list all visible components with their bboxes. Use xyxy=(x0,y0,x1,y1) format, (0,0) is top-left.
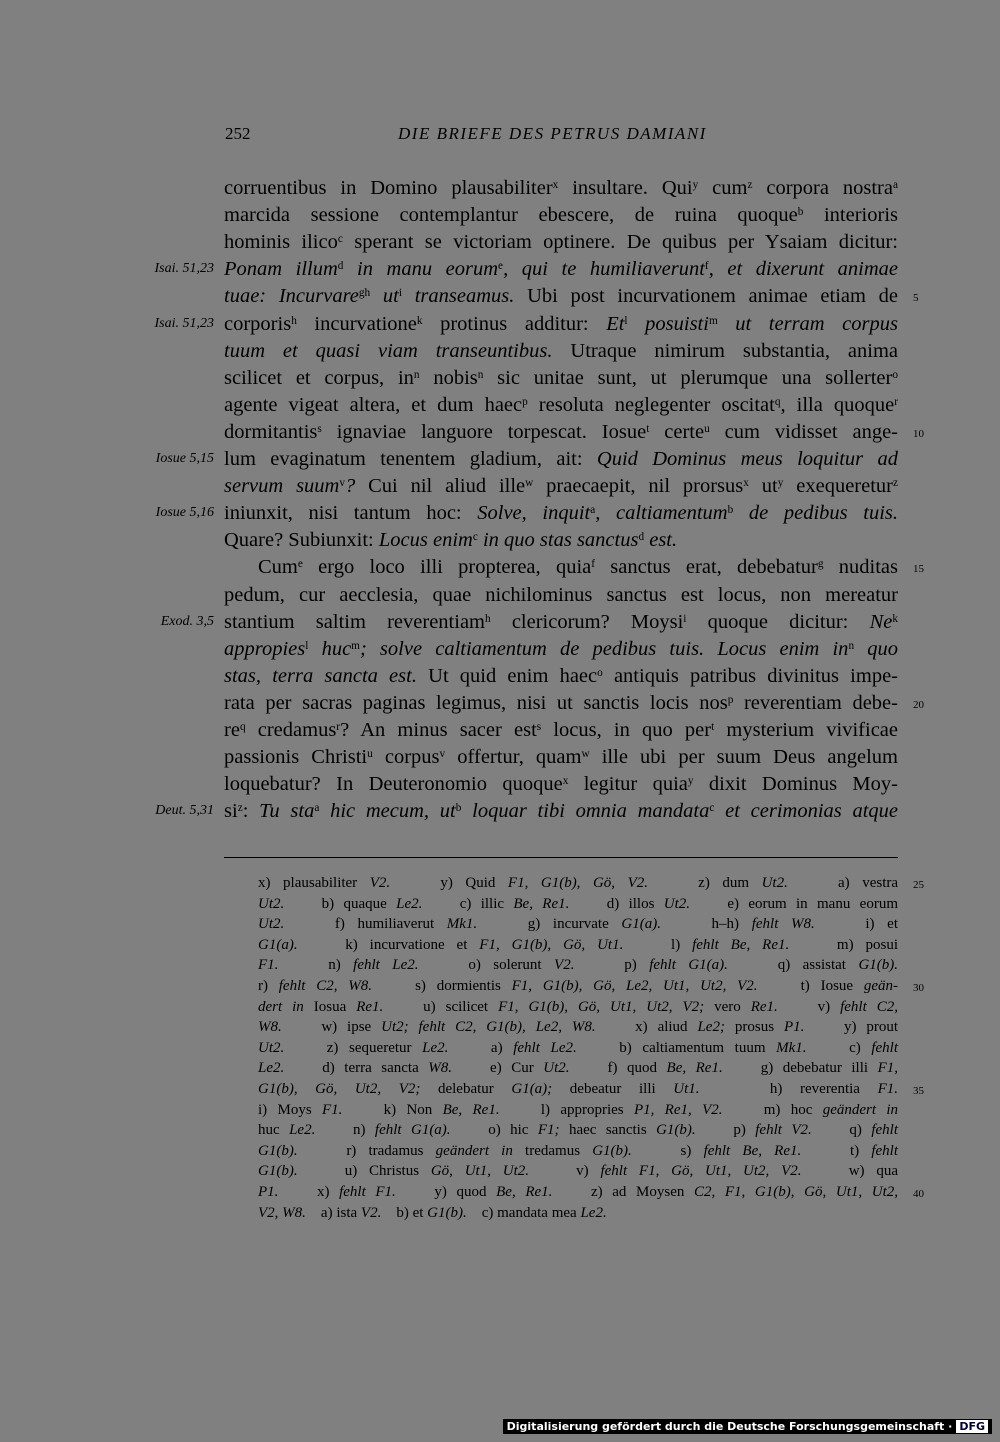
text-line: lum evaginatum tenentem gladium, ait: Quid Dominus meus loquitur ad xyxy=(224,448,899,470)
footnote-line: Ut2. f) humiliaverut Mk1. g) incurvate G1(a). h–h) fehlt W8. i) et xyxy=(258,916,898,933)
footnote-line: W8. w) ipse Ut2; fehlt C2, G1(b), Le2, W8. x) aliud Le2; prosus P1. y) prout xyxy=(258,1019,898,1036)
page-number: 252 xyxy=(225,124,251,143)
footnote-line: G1(b). u) Christus Gö, Ut1, Ut2. v) fehlt F1, Gö, Ut1, Ut2, V2. w) qua xyxy=(258,1163,898,1180)
text-line: rata per sacras paginas legimus, nisi ut sanctis locis nos$^p$ reverentiam debe- xyxy=(224,691,898,714)
text-line: marcida sessione contemplantur ebescere, de ruina quoque$^b$ interioris xyxy=(224,204,898,227)
margin-reference: Isai. 51,23 xyxy=(154,261,214,277)
text-line: hominis ilico$^c$ sperant se victoriam optinere. De quibus per Ysaiam dicitur: xyxy=(224,231,898,254)
margin-reference: Deut. 5,31 xyxy=(155,803,214,819)
text-line: scilicet et corpus, $in^n$ nobis$^n$ sic unitae sunt, ut plerumque una sollerter$^o$ xyxy=(224,366,898,389)
text-line: Quare? Subiunxit: Locus enim$^c$ in quo stas sanctus$^d$ est. xyxy=(224,529,678,552)
text-line: pedum, cur aecclesia, quae nichilominus sanctus est locus, non mereatur xyxy=(224,583,898,606)
footnote-line: x) plausabiliter V2. y) Quid F1, G1(b), Gö, V2. z) dum Ut2. a) vestra xyxy=(258,875,899,891)
margin-reference: Exod. 3,5 xyxy=(160,613,214,629)
footnote-line-number: 30 xyxy=(913,982,924,994)
footer-credit xyxy=(503,1419,992,1434)
footnote-line: i) Moys F1. k) Non Be, Re1. l) appropries P1, Re1, V2. m) hoc geändert in xyxy=(258,1101,899,1118)
footnote-line: G1(b), Gö, Ut2, V2; delebatur G1(a); debeatur illi Ut1. h) reverentia F1. xyxy=(258,1081,898,1097)
text-line: $re^q$ credamus$^r$? An minus sacer est$^s$ locus, in quo per$^t$ mysterium vivificae xyxy=(224,719,898,741)
running-title: DIE BRIEFE DES PETRUS DAMIANI xyxy=(398,124,707,143)
line-number: 10 xyxy=(913,427,924,440)
footnote-line: P1. x) fehlt F1. y) quod Be, Re1. z) ad Moysen C2, F1, G1(b), Gö, Ut1, Ut2, xyxy=(258,1184,898,1200)
text-line: Cum$^e$ ergo loco illi propterea, quia$^f$ sanctus erat, debebatur$^g$ nuditas xyxy=(258,556,899,579)
footnote-line: G1(a). k) incurvatione et F1, G1(b), Gö, Ut1. l) fehlt Be, Re1. m) posui xyxy=(258,936,898,953)
footnote-line: r) fehlt C2, W8. s) dormientis F1, G1(b), Gö, Le2, Ut1, Ut2, V2. t) Iosue geän- xyxy=(258,978,898,994)
footnote-line: G1(b). r) tradamus geändert in tredamus G1(b). s) fehlt Be, Re1. t) fehlt xyxy=(258,1142,898,1159)
text-line: Ponam illum$^d$ in manu eorum$^e$, qui te humiliaverunt$^f$, et dixerunt animae xyxy=(224,258,898,281)
footnote-line: Le2. d) terra sancta W8. e) Cur Ut2. f) quod Be, Re1. g) debebatur illi F1, xyxy=(258,1060,898,1077)
text-line: stantium saltim reverentiam$^h$ clericorum? Moysi$^i$ quoque dicitur: Ne$^k$ xyxy=(224,610,898,633)
text-line: tuae: Incurvare$^{gh}$ $ut^i$ transeamus. Ubi post incurvationem animae etiam de xyxy=(224,285,899,308)
text-line: iniunxit, nisi tantum hoc: Solve, inquit$^a$, caltiamentum$^b$ de pedibus tuis. xyxy=(224,502,898,525)
text-line: passionis Christi$^u$ corpus$^v$ offertur, quam$^w$ ille ubi per suum Deus angelum xyxy=(224,746,898,769)
margin-reference: Iosue 5,16 xyxy=(155,505,214,521)
footnote-line: F1. n) fehlt Le2. o) solerunt V2. p) fehlt G1(a). q) assistat G1(b). xyxy=(258,957,899,974)
text-line: agente vigeat altera, et dum haec$^p$ resoluta neglegenter oscitat$^q$, illa quoque$^r$ xyxy=(224,393,898,416)
footnote-separator xyxy=(224,857,898,858)
footnote-line: dert in Iosua Re1. u) scilicet F1, G1(b), Gö, Ut1, Ut2, V2; vero Re1. v) fehlt C2, xyxy=(258,998,898,1015)
line-number: 20 xyxy=(913,698,924,711)
line-number: 15 xyxy=(913,563,924,576)
text-line: dormitantis$^s$ ignaviae languore torpescat. Iosue$^t$ certe$^u$ cum vidisset ange- xyxy=(224,420,898,443)
text-line: corruentibus in Domino plausabiliter$^x$ insultare. Qui$^y$ cum$^z$ corpora nostra$^a$ xyxy=(224,177,898,199)
text-line: loquebatur? In Deuteronomio quoque$^x$ legitur quia$^y$ dixit Dominus Moy- xyxy=(224,773,898,796)
footnote-line: huc Le2. n) fehlt G1(a). o) hic F1; haec sanctis G1(b). p) fehlt V2. q) fehlt xyxy=(258,1122,898,1139)
footnote-line: Ut2. z) sequeretur Le2. a) fehlt Le2. b) caltiamentum tuum Mk1. c) fehlt xyxy=(258,1039,899,1056)
footnote-line: Ut2. b) quaque Le2. c) illic Be, Re1. d) illos Ut2. e) eorum in manu eorum xyxy=(258,895,899,912)
dfg-logo: DFG xyxy=(956,1420,988,1433)
text-line: appropies$^l$ huc$^m$; solve caltiamentum de pedibus tuis. Locus enim $in^n$ quo xyxy=(224,637,898,660)
footnote-line-number: 25 xyxy=(913,879,924,891)
footnote-line: V2, W8. a) ista V2. b) et G1(b). c) mandata mea Le2. xyxy=(258,1204,607,1221)
margin-reference: Iosue 5,15 xyxy=(155,451,214,466)
line-number: 5 xyxy=(913,292,919,305)
text-line: $si^z$: Tu sta$^a$ hic mecum, $ut^b$ loquar tibi omnia mandata$^c$ et cerimonias atque xyxy=(224,800,899,823)
credit-text: Digitalisierung gefördert durch die Deutsche Forschungsgemeinschaft · xyxy=(506,1420,953,1433)
text-line: servum suum$^v$? Cui nil aliud ille$^w$ praecaepit, nil prorsus$^x$ $ut^y$ exequeretur$^z$ xyxy=(224,475,899,498)
text-line: tuum et quasi viam transeuntibus. Utraque nimirum substantia, anima xyxy=(224,339,898,362)
margin-reference: Isai. 51,23 xyxy=(154,315,214,331)
footnote-line-number: 40 xyxy=(913,1188,924,1200)
text-line: corporis$^h$ incurvatione$^k$ protinus additur: Et$^l$ posuisti$^m$ ut terram corpus xyxy=(224,312,898,335)
footnote-line-number: 35 xyxy=(913,1085,924,1097)
text-line: stas, terra sancta est. Ut quid enim haec$^o$ antiquis patribus divinitus impe- xyxy=(224,664,898,687)
